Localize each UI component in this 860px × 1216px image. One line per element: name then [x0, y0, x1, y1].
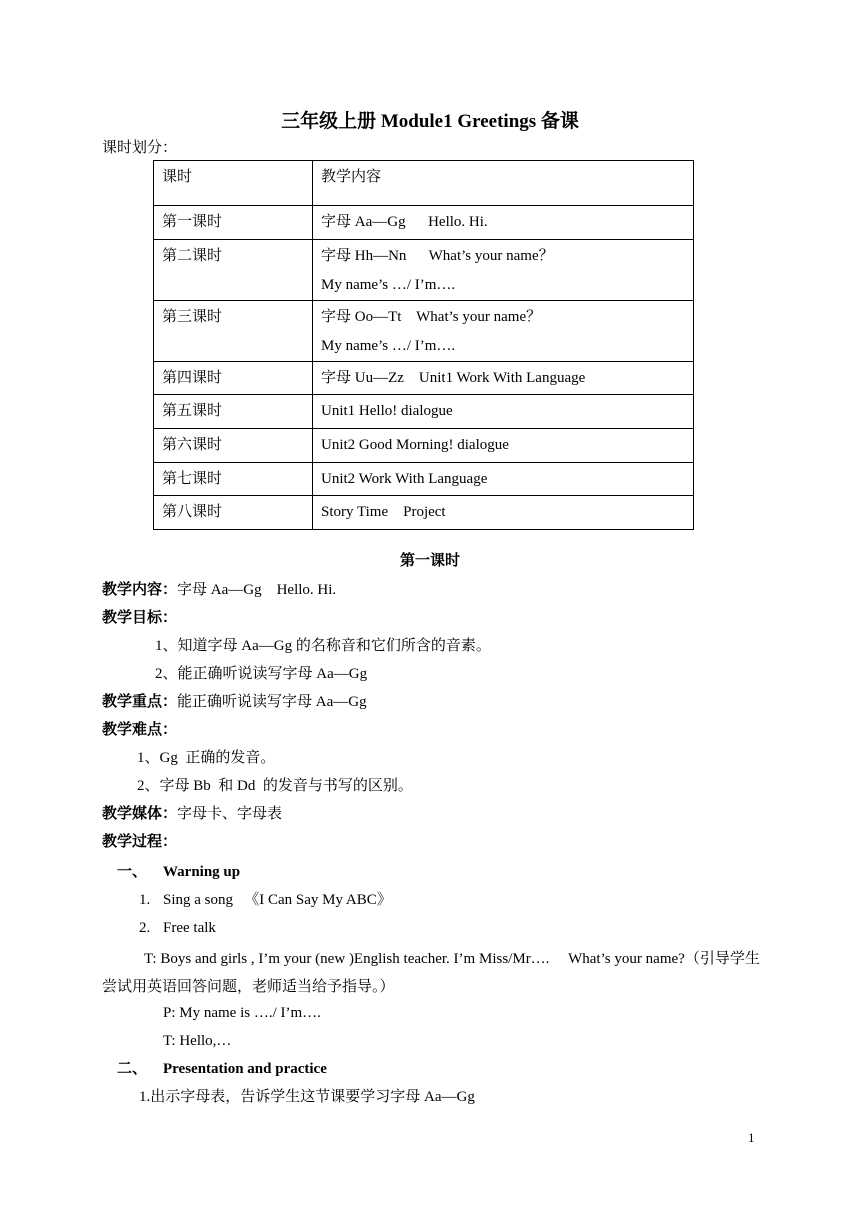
content-cell: [313, 206, 694, 240]
item-text: Sing a song 《I Can Say My ABC》: [163, 892, 392, 908]
header-cell-period: 课时: [154, 161, 313, 206]
content-line: My name’s …/ I’m….: [321, 338, 456, 354]
schedule-table: [153, 160, 694, 530]
media-label: 教学媒体：: [102, 806, 178, 822]
item-text: Free talk: [163, 920, 216, 936]
goal-item: 2、能正确听说读写字母 Aa—Gg: [155, 666, 368, 682]
page-number: 1: [748, 1130, 755, 1145]
media-text: 字母卡、字母表: [177, 806, 283, 822]
section-title: Presentation and practice: [163, 1061, 327, 1077]
period-cell: 第八课时: [154, 496, 313, 530]
content-line: Unit1 Hello! dialogue: [321, 403, 453, 419]
period-cell: 第五课时: [154, 395, 313, 429]
section-number: 一、: [117, 864, 148, 880]
item-text: 1.出示字母表，告诉学生这节课要学习字母 Aa—Gg: [139, 1089, 475, 1105]
dialogue-line: T: Hello,…: [163, 1033, 232, 1049]
difficulty-item: 1、Gg 正确的发音。: [137, 750, 276, 766]
section-number: 二、: [117, 1061, 148, 1077]
goals-label: 教学目标：: [102, 610, 178, 626]
content-line: Unit2 Good Morning! dialogue: [321, 437, 509, 453]
content-cell: [313, 362, 694, 395]
table-row: [154, 240, 694, 301]
page-title: 三年级上册 Module1 Greetings 备课: [281, 111, 579, 132]
dialogue-line: P: My name is …./ I’m….: [163, 1005, 321, 1021]
content-line: 字母 Hh—Nn What’s your name？: [321, 248, 554, 264]
key-row: [102, 692, 367, 712]
key-text: 能正确听说读写字母 Aa—Gg: [177, 694, 367, 710]
table-row: [154, 496, 694, 530]
item-number: 2.: [139, 920, 151, 936]
table-row: [154, 301, 694, 362]
period-cell: 第六课时: [154, 429, 313, 463]
section-title: Warning up: [163, 864, 241, 880]
table-row: [154, 429, 694, 463]
period-cell: 第三课时: [154, 301, 313, 362]
table-row: [154, 395, 694, 429]
content-line: 字母 Aa—Gg Hello. Hi.: [321, 214, 488, 230]
difficulty-item: 2、字母 Bb 和 Dd 的发音与书写的区别。: [137, 778, 413, 794]
content-line: 字母 Uu—Zz Unit1 Work With Language: [321, 370, 586, 386]
content-cell: [313, 429, 694, 463]
key-label: 教学重点：: [102, 694, 178, 710]
header-cell-content: 教学内容: [313, 161, 694, 206]
division-label: 课时划分：: [102, 140, 178, 156]
content-line: Unit2 Work With Language: [321, 471, 488, 487]
content-cell: [313, 395, 694, 429]
content-line: My name’s …/ I’m….: [321, 277, 456, 293]
content-row: [102, 580, 336, 600]
content-cell: [313, 496, 694, 530]
item-number: 1.: [139, 892, 151, 908]
table-row: [154, 362, 694, 395]
table-header-row: [154, 161, 694, 206]
media-row: [102, 804, 282, 824]
dialogue-paragraph: T: Boys and girls , I’m your (new )English teacher. I’m Miss/Mr…. What’s your name?（引导学生尝试用英语回答问题，老师适当给予指导。）: [102, 951, 760, 995]
difficulty-label: 教学难点：: [102, 722, 178, 738]
content-cell: [313, 463, 694, 496]
content-cell: [313, 240, 694, 301]
goal-item: 1、知道字母 Aa—Gg 的名称音和它们所含的音素。: [155, 638, 491, 654]
period-cell: 第七课时: [154, 463, 313, 496]
content-line: Story Time Project: [321, 504, 446, 520]
content-cell: [313, 301, 694, 362]
content-text: 字母 Aa—Gg Hello. Hi.: [177, 582, 337, 598]
period-cell: 第四课时: [154, 362, 313, 395]
content-label: 教学内容：: [102, 582, 178, 598]
lesson-heading: 第一课时: [399, 553, 460, 569]
period-cell: 第一课时: [154, 206, 313, 240]
table-row: [154, 463, 694, 496]
process-label: 教学过程：: [102, 834, 178, 850]
table-row: [154, 206, 694, 240]
period-cell: 第二课时: [154, 240, 313, 301]
content-line: 字母 Oo—Tt What’s your name？: [321, 309, 542, 325]
